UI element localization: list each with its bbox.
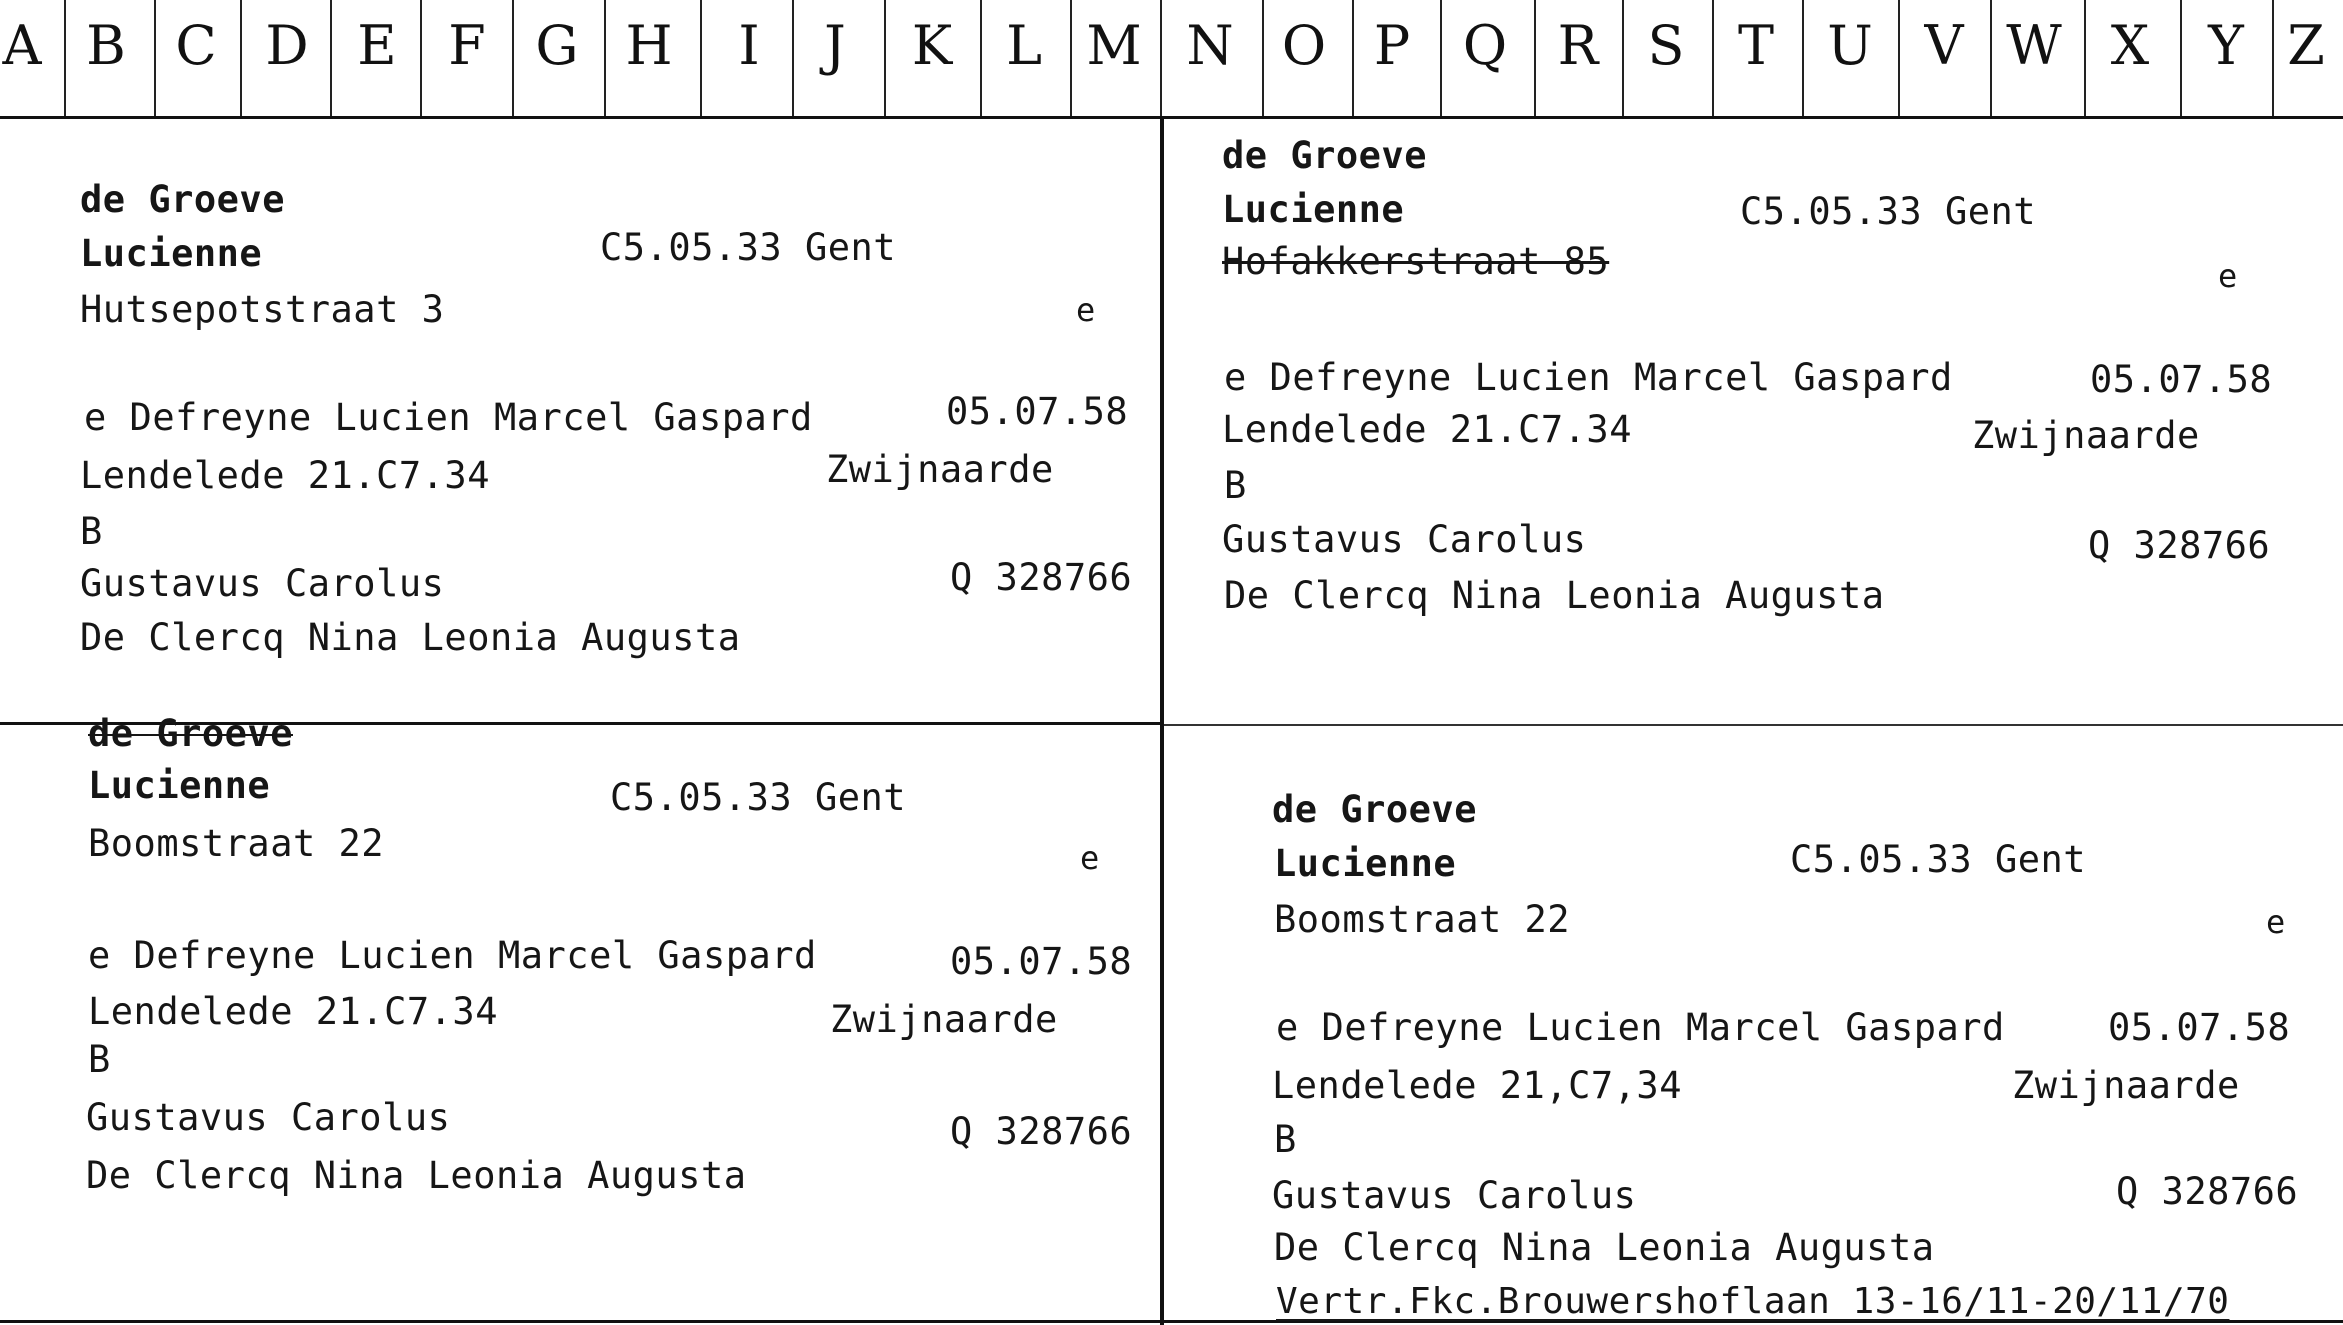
card-address: Boomstraat 22 [88, 822, 385, 865]
index-letter: H [625, 14, 673, 77]
index-letter: O [1281, 14, 1327, 77]
card-code: B [1224, 464, 1247, 507]
index-letter: K [911, 14, 953, 77]
card-mark: e [2266, 903, 2286, 941]
card-father: Gustavus Carolus [80, 562, 445, 605]
index-letter: S [1647, 14, 1685, 77]
card-surname: de Groeve [88, 712, 293, 755]
card-divider-vertical [1160, 116, 1164, 1325]
alphabet-index-row [0, 0, 2343, 119]
index-letter: B [86, 14, 126, 77]
index-letter: I [738, 14, 760, 77]
card-spouse-birth: Lendelede 21,C7,34 [1272, 1064, 1682, 1107]
card-firstname: Lucienne [88, 764, 271, 807]
card-bottom-border-left [0, 1320, 1160, 1323]
index-letter: Q [1462, 14, 1508, 77]
index-letter: E [357, 14, 397, 77]
index-letter: Z [2287, 14, 2325, 77]
card-mark: e [2218, 257, 2238, 295]
letter-divider [1802, 0, 1804, 116]
index-letter: C [175, 14, 217, 77]
card-spouse: e Defreyne Lucien Marcel Gaspard [1276, 1006, 2005, 1049]
card-divider-horizontal-right [1164, 724, 2343, 726]
index-letter: N [1186, 14, 1234, 77]
letter-divider [884, 0, 886, 116]
card-code: B [1274, 1118, 1297, 1161]
index-letter: P [1373, 14, 1411, 77]
index-letter: T [1737, 14, 1775, 77]
card-marriage-place: Zwijnaarde [826, 448, 1054, 491]
card-code: B [80, 510, 103, 553]
card-spouse: e Defreyne Lucien Marcel Gaspard [88, 934, 817, 977]
card-address-struck: Hofakkerstraat 85 [1222, 240, 1610, 283]
card-birth: C5.05.33 Gent [1790, 838, 2087, 881]
index-letter: X [2110, 14, 2150, 77]
card-mark: e [1076, 291, 1096, 329]
card-number: Q 328766 [950, 556, 1133, 599]
card-mother: De Clercq Nina Leonia Augusta [86, 1154, 747, 1197]
index-letter: V [1924, 14, 1964, 77]
card-surname: de Groeve [1272, 788, 1477, 831]
card-address: Hutsepotstraat 3 [80, 288, 445, 331]
index-letter: A [2, 14, 42, 77]
card-spouse: e Defreyne Lucien Marcel Gaspard [84, 396, 813, 439]
letter-divider [240, 0, 242, 116]
card-mother: De Clercq Nina Leonia Augusta [1274, 1226, 1935, 1269]
card-marriage-date: 05.07.58 [950, 940, 1133, 983]
card-code: B [88, 1038, 111, 1081]
card-surname: de Groeve [1222, 134, 1427, 177]
card-marriage-date: 05.07.58 [2090, 358, 2273, 401]
card-mother: De Clercq Nina Leonia Augusta [1224, 574, 1885, 617]
card-mark: e [1080, 839, 1100, 877]
card-father: Gustavus Carolus [86, 1096, 451, 1139]
index-letter: L [1006, 14, 1042, 77]
card-firstname: Lucienne [1222, 188, 1405, 231]
card-spouse-birth: Lendelede 21.C7.34 [88, 990, 498, 1033]
card-marriage-date: 05.07.58 [946, 390, 1129, 433]
card-spouse-birth: Lendelede 21.C7.34 [1222, 408, 1632, 451]
index-letter: G [535, 14, 579, 77]
letter-divider [1160, 0, 1162, 116]
card-number: Q 328766 [2088, 524, 2271, 567]
index-letter: D [265, 14, 309, 77]
card-marriage-place: Zwijnaarde [830, 998, 1058, 1041]
index-letter: M [1086, 14, 1142, 77]
card-number: Q 328766 [950, 1110, 1133, 1153]
letter-divider [420, 0, 422, 116]
card-firstname: Lucienne [80, 232, 263, 275]
card-birth: C5.05.33 Gent [1740, 190, 2037, 233]
index-letter: U [1827, 14, 1873, 77]
card-address: Boomstraat 22 [1274, 898, 1571, 941]
index-letter: R [1557, 14, 1599, 77]
card-marriage-place: Zwijnaarde [2012, 1064, 2240, 1107]
card-spouse-birth: Lendelede 21.C7.34 [80, 454, 490, 497]
card-firstname: Lucienne [1274, 842, 1457, 885]
card-number: Q 328766 [2116, 1170, 2299, 1213]
card-father: Gustavus Carolus [1272, 1174, 1637, 1217]
card-birth: C5.05.33 Gent [610, 776, 907, 819]
card-note: Vertr.Fkc.Brouwershoflaan 13-16/11-20/11/70 [1276, 1281, 2230, 1322]
index-letter: F [448, 14, 486, 77]
card-spouse: e Defreyne Lucien Marcel Gaspard [1224, 356, 1953, 399]
letter-divider [330, 0, 332, 116]
card-father: Gustavus Carolus [1222, 518, 1587, 561]
index-letter: W [2006, 14, 2062, 77]
letter-divider [700, 0, 702, 116]
card-marriage-place: Zwijnaarde [1972, 414, 2200, 457]
card-surname: de Groeve [80, 178, 285, 221]
card-birth: C5.05.33 Gent [600, 226, 897, 269]
index-letter: Y [2208, 14, 2244, 77]
card-marriage-date: 05.07.58 [2108, 1006, 2291, 1049]
index-letter: J [824, 14, 846, 77]
card-mother: De Clercq Nina Leonia Augusta [80, 616, 741, 659]
